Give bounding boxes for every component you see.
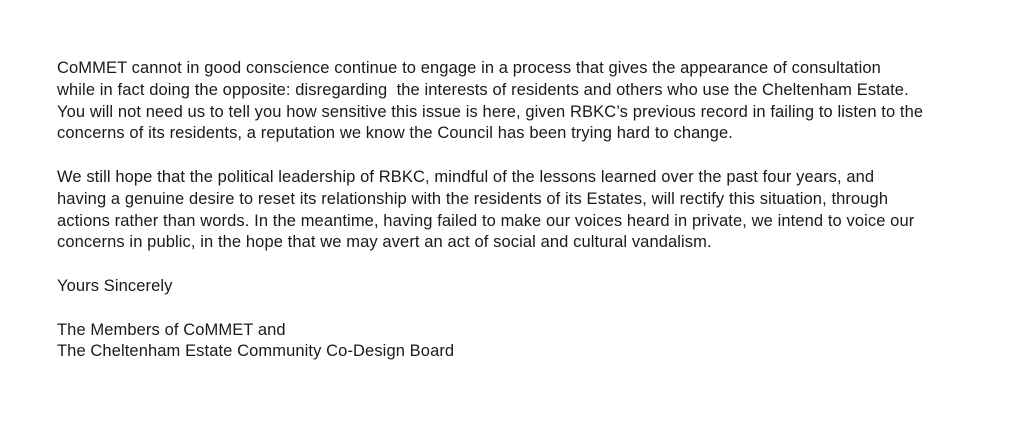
letter-body xyxy=(57,58,983,363)
text-line: concerns in public, in the hope that we may avert an act of social and cultural vandalism. xyxy=(57,233,712,252)
text-line: You will not need us to tell you how sensitive this issue is here, given RBKC’s previous record in failing to listen to the xyxy=(57,102,924,121)
text-line: actions rather than words. In the meantime, having failed to make our voices heard in private, we intend to voice our xyxy=(57,211,915,230)
text-line: concerns of its residents, a reputation we know the Council has been trying hard to change. xyxy=(57,124,733,143)
paragraph-2 xyxy=(57,167,983,254)
text-line: We still hope that the political leadership of RBKC, mindful of the lessons learned over the past four years, and xyxy=(57,167,875,186)
text-line: while in fact doing the opposite: disregarding the interests of residents and others who use the Cheltenham Estate. xyxy=(57,80,909,99)
signature-line: The Members of CoMMET and xyxy=(57,320,286,339)
text-line: having a genuine desire to reset its relationship with the residents of its Estates, will rectify this situation, through xyxy=(57,189,889,208)
closing-line xyxy=(57,276,983,298)
text-line: CoMMET cannot in good conscience continue to engage in a process that gives the appearance of consultation xyxy=(57,59,881,77)
signature-line: The Cheltenham Estate Community Co-Design Board xyxy=(57,342,455,361)
text-line: Yours Sincerely xyxy=(57,276,173,295)
signature-block xyxy=(57,320,983,364)
paragraph-1 xyxy=(57,58,983,145)
